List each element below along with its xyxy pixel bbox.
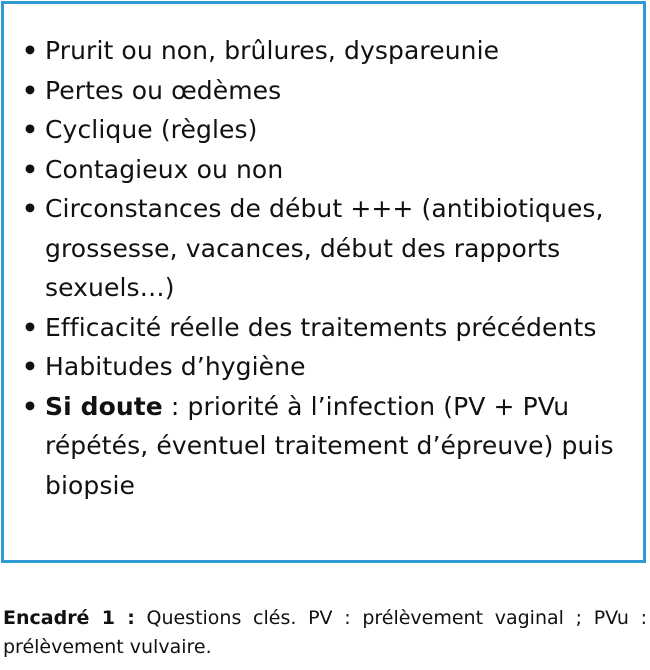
list-item	[19, 31, 629, 71]
bullet: •	[22, 312, 39, 342]
list-item	[19, 189, 629, 308]
list-item-text: Prurit ou non, brûlures, dyspareunie	[45, 36, 500, 65]
bullet: •	[22, 36, 39, 65]
list-item-text: Habitudes d’hygiène	[45, 352, 306, 381]
list-item-text: Circonstances de début +++ (antibiotiques, grossesse, vacances, début des rapports sexuels…)	[45, 194, 604, 302]
caption-text: Questions clés. PV : prélèvement vaginal ; PVu : prélèvement vulvaire.	[3, 607, 647, 658]
bullet: •	[22, 115, 39, 144]
list-item-text: Contagieux ou non	[45, 154, 284, 184]
list-item-text	[45, 387, 629, 506]
emphasis-label: Si doute	[45, 391, 163, 421]
key-questions-list	[19, 31, 629, 505]
bullet: •	[22, 154, 39, 184]
figure-caption	[3, 604, 647, 662]
bullet: •	[22, 75, 39, 105]
list-item	[19, 347, 629, 387]
list-item-text: Efficacité réelle des traitements précédents	[45, 312, 597, 342]
list-item	[19, 308, 629, 348]
list-item	[19, 387, 629, 506]
list-item-rest: : priorité à l’infection (PV + PVu répétés, éventuel traitement d’épreuve) puis biopsie	[45, 391, 614, 500]
caption-label: Encadré 1 :	[3, 607, 135, 629]
bullet: •	[22, 352, 39, 381]
key-questions-box	[1, 1, 646, 563]
bullet: •	[22, 194, 39, 223]
list-item	[19, 110, 629, 150]
list-item	[19, 150, 629, 190]
bullet: •	[22, 391, 39, 421]
list-item-text: Cyclique (règles)	[45, 115, 258, 144]
list-item	[19, 71, 629, 111]
list-item-text: Pertes ou œdèmes	[45, 75, 282, 105]
